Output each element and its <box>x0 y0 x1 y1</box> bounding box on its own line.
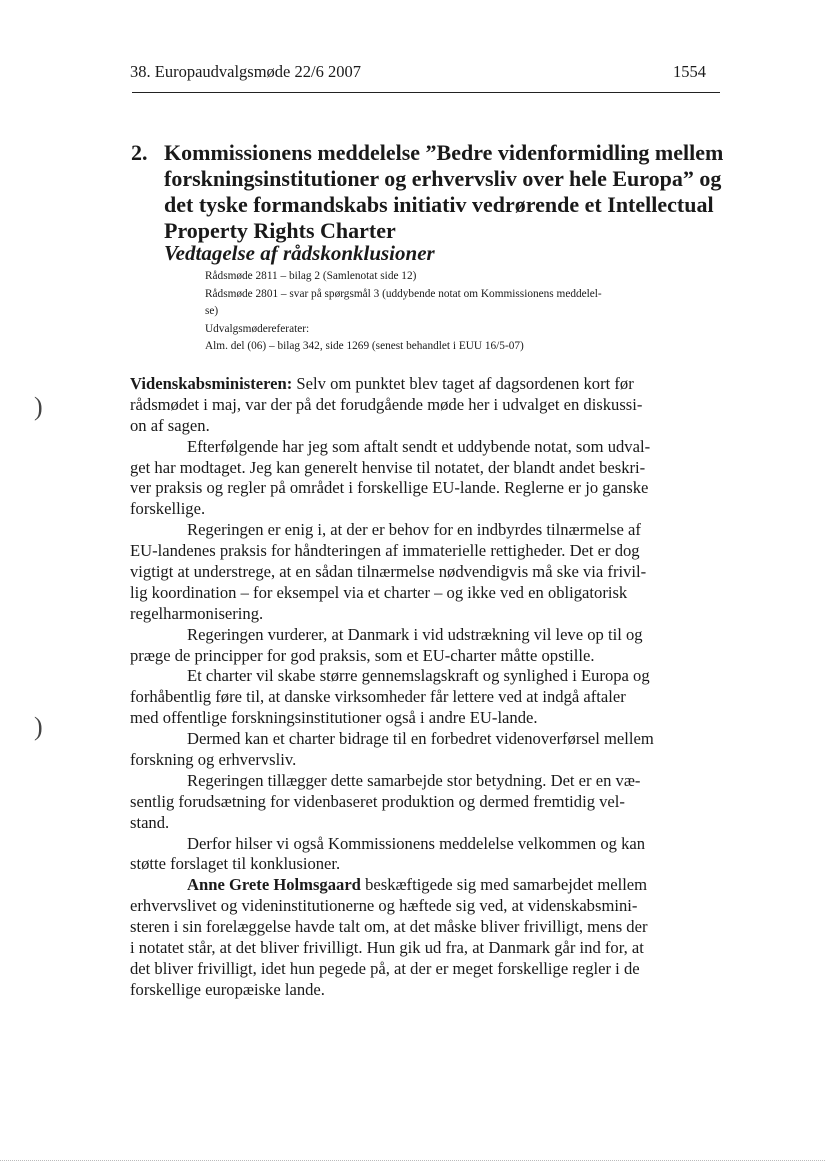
paragraph-line: get har modtaget. Jeg kan generelt henvise til notatet, der blandt andet beskri- <box>130 457 646 477</box>
paragraph-line: i notatet står, at det bliver frivilligt. Hun gik ud fra, at Danmark går ind for, at <box>130 938 644 958</box>
paragraph-line: Videnskabsministeren: Selv om punktet blev taget af dagsordenen kort før <box>130 374 634 393</box>
title-line: Kommissionens meddelelse ”Bedre videnformidling mellem <box>164 140 724 165</box>
reference-list <box>205 268 602 356</box>
paragraph-line: præge de principper for god praksis, som et EU-charter måtte opstille. <box>130 645 595 665</box>
speaker-name: Videnskabsministeren: <box>130 374 293 393</box>
paragraph-line: Et charter vil skabe større gennemslagskraft og synlighed i Europa og <box>187 666 650 686</box>
paragraph-line: Regeringen tillægger dette samarbejde stor betydning. Det er en væ- <box>187 770 641 790</box>
reference-line: Rådsmøde 2811 – bilag 2 (Samlenotat side 12) <box>205 270 417 282</box>
title-line: forskningsinstitutioner og erhvervsliv over hele Europa” og <box>164 166 722 191</box>
reference-line: Rådsmøde 2801 – svar på spørgsmål 3 (uddybende notat om Kommissionens meddelel- <box>205 287 602 300</box>
paragraph-line: forskellige europæiske lande. <box>130 979 325 999</box>
paragraph-line: det bliver frivilligt, idet hun pegede på, at der er meget forskellige regler i de <box>130 958 640 978</box>
paragraph-line: stand. <box>130 812 170 832</box>
paragraph-line: lig koordination – for eksempel via et charter – og ikke ved en obligatorisk <box>130 582 628 602</box>
paragraph-line: støtte forslaget til konklusioner. <box>130 854 341 874</box>
body-text <box>130 374 720 1001</box>
reference-line: Alm. del (06) – bilag 342, side 1269 (senest behandlet i EUU 16/5-07) <box>205 340 524 353</box>
title-line: Property Rights Charter <box>164 218 396 243</box>
paragraph-line: vigtigt at understrege, at en sådan tilnærmelse nødvendigvis må ske via frivil- <box>130 562 647 582</box>
title-line: det tyske formandskabs initiativ vedrørende et Intellectual <box>164 192 714 217</box>
paragraph-line: on af sagen. <box>130 415 210 435</box>
paragraph-line: med offentlige forskningsinstitutioner også i andre EU-lande. <box>130 708 538 728</box>
scan-edge-line <box>0 1160 825 1161</box>
paragraph-line: sentlig forudsætning for videnbaseret produktion og dermed fremtidig vel- <box>130 791 625 811</box>
paragraph-line: Efterfølgende har jeg som aftalt sendt et uddybende notat, som udval- <box>187 436 651 456</box>
paragraph-line: forskellige. <box>130 499 206 519</box>
paragraph-line: ver praksis og regler på området i forskellige EU-lande. Reglerne er jo ganske <box>130 478 649 498</box>
agenda-item-subtitle: Vedtagelse af rådskonklusioner <box>164 241 435 265</box>
reference-line: se) <box>205 305 219 318</box>
paragraph-line: Derfor hilser vi også Kommissionens meddelelse velkommen og kan <box>187 833 646 853</box>
paragraph-line: Anne Grete Holmsgaard beskæftigede sig med samarbejdet mellem <box>187 875 648 895</box>
paragraph-line: regelharmonisering. <box>130 603 264 623</box>
running-header: 38. Europaudvalgsmøde 22/6 2007 <box>130 62 361 81</box>
agenda-item-number: 2. <box>131 140 148 165</box>
binder-hole-mark: ) <box>34 712 43 741</box>
speaker-name: Anne Grete Holmsgaard <box>187 875 361 895</box>
reference-line: Udvalgsmødereferater: <box>205 322 310 335</box>
paragraph-line: EU-landenes praksis for håndteringen af immaterielle rettigheder. Det er dog <box>130 541 640 561</box>
header-rule <box>132 92 720 93</box>
agenda-item-title <box>164 140 724 244</box>
paragraph-line: forhåbentlig føre til, at danske virksomheder får lettere ved at indgå aftaler <box>130 687 626 707</box>
paragraph-line: forskning og erhvervsliv. <box>130 750 297 770</box>
paragraph-line: steren i sin forelæggelse havde talt om, at det måske bliver frivilligt, mens der <box>130 917 648 937</box>
paragraph-line: Regeringen vurderer, at Danmark i vid udstrækning vil leve op til og <box>187 624 643 644</box>
paragraph-line: Regeringen er enig i, at der er behov for en indbyrdes tilnærmelse af <box>187 520 641 540</box>
page-number: 1554 <box>673 62 706 81</box>
paragraph-line: Dermed kan et charter bidrage til en forbedret videnoverførsel mellem <box>187 729 654 749</box>
paragraph-line: rådsmødet i maj, var der på det forudgående møde her i udvalget en diskussi- <box>130 394 643 414</box>
paragraph-line: erhvervslivet og videninstitutionerne og hæftede sig ved, at videnskabsmini- <box>130 896 638 916</box>
binder-hole-mark: ) <box>34 392 43 421</box>
